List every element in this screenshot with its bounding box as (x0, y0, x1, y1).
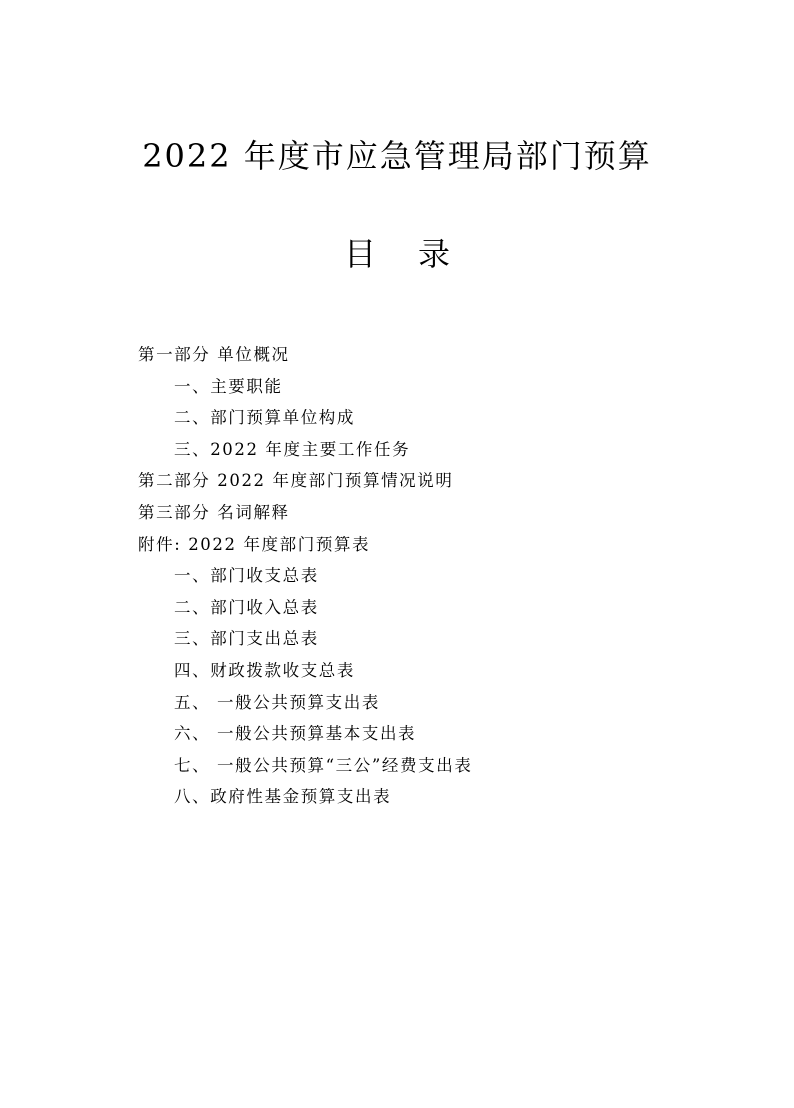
toc-item: 七、 一般公共预算“三公”经费支出表 (174, 755, 473, 775)
toc-item: 一、主要职能 (174, 376, 283, 396)
document-title: 2022 年度市应急管理局部门预算 (142, 137, 652, 175)
toc-item: 一、部门收支总表 (174, 566, 319, 586)
toc-item: 四、财政拨款收支总表 (174, 660, 355, 680)
toc-item: 第二部分 2022 年度部门预算情况说明 (138, 471, 454, 491)
toc-item: 二、部门预算单位构成 (174, 408, 355, 428)
toc-heading (0, 230, 794, 278)
table-of-contents (138, 339, 758, 813)
toc-item: 六、 一般公共预算基本支出表 (174, 724, 417, 744)
toc-item: 五、 一般公共预算支出表 (174, 692, 380, 712)
toc-item: 三、部门支出总表 (174, 629, 319, 649)
toc-item: 第三部分 名词解释 (138, 502, 290, 522)
toc-heading-char-2: 录 (418, 235, 451, 273)
toc-item: 二、部门收入总表 (174, 597, 319, 617)
toc-heading-char-1: 目 (343, 235, 376, 273)
toc-item: 八、政府性基金预算支出表 (174, 787, 392, 807)
toc-item: 第一部分 单位概况 (138, 345, 290, 364)
toc-item: 附件: 2022 年度部门预算表 (138, 534, 371, 554)
toc-item: 三、2022 年度主要工作任务 (174, 439, 411, 459)
